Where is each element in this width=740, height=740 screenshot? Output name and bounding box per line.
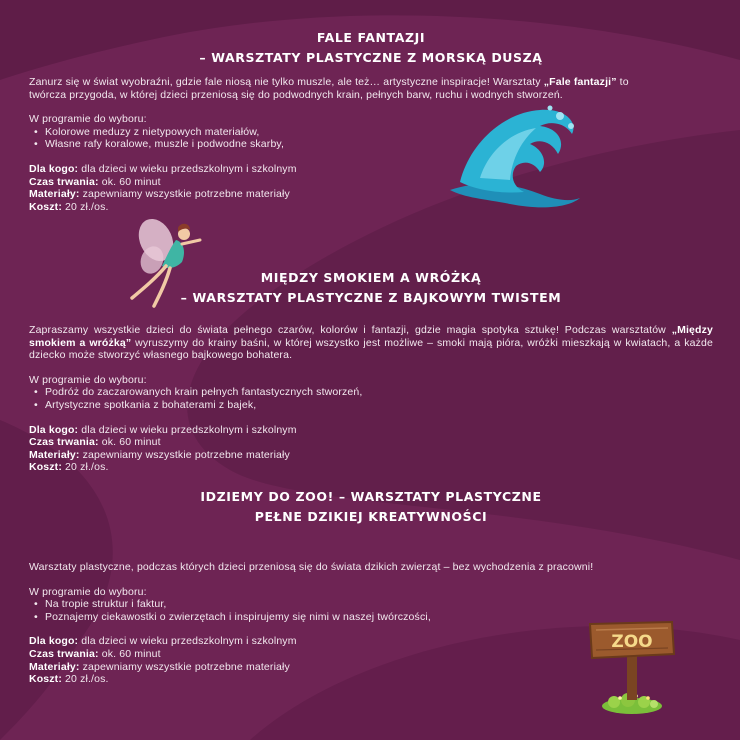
wave-illustration — [440, 102, 580, 210]
list-item: • Na tropie struktur i faktur, — [45, 598, 713, 611]
intro-paragraph: Zapraszamy wszystkie dzieci do świata pełnego czarów, kolorów i fantazji, gdzie magia spotyka sztukę! Podczas warsztatów „Między smokiem a wróżką” wyruszymy do krainy baśni, w której wszystko jest możliwe – smoki mają pióra, wróżki mieszkają w kwiatach, a każde dziecko może stworzyć własnego bajkowego bohatera. — [29, 324, 713, 362]
section-fale-fantazji — [29, 28, 713, 213]
info-cost: Koszt: 20 zł./os. — [29, 673, 109, 686]
intro-paragraph: Zanurz się w świat wyobraźni, gdzie fale niosą nie tylko muszle, ale też… artystyczne inspiracje! Warsztaty „Fale fantazji” to twórcza przygoda, w której dzieci przeniosą się do podwodnych krain, pełnych barw, ruchu i wodnych stworzeń. — [29, 76, 629, 101]
info-duration: Czas trwania: ok. 60 minut — [29, 175, 161, 188]
list-item: • Poznajemy ciekawostki o zwierzętach i inspirujemy się nimi w naszej twórczości, — [45, 611, 713, 624]
program-list — [29, 126, 713, 151]
section-title — [29, 268, 713, 308]
info-materials: Materiały: zapewniamy wszystkie potrzebne materiały — [29, 448, 290, 461]
section-miedzy-smokiem — [29, 268, 713, 474]
title-line-1: IDZIEMY DO ZOO! – WARSZTATY PLASTYCZNE — [200, 489, 542, 504]
info-cost: Koszt: 20 zł./os. — [29, 200, 109, 213]
intro-paragraph: Warsztaty plastyczne, podczas których dzieci przeniosą się do świata dzikich zwierząt – bez wychodzenia z pracowni! — [29, 561, 594, 573]
list-item: • Artystyczne spotkania z bohaterami z bajek, — [45, 399, 713, 412]
list-item: • Kolorowe meduzy z nietypowych materiałów, — [45, 126, 713, 139]
program-label: W programie do wyboru: — [29, 113, 147, 126]
info-duration: Czas trwania: ok. 60 minut — [29, 436, 161, 449]
title-line-1: MIĘDZY SMOKIEM A WRÓŻKĄ — [260, 270, 482, 285]
zoo-sign-illustration — [584, 618, 680, 714]
program-label: W programie do wyboru: — [29, 585, 147, 598]
info-duration: Czas trwania: ok. 60 minut — [29, 647, 161, 660]
section-body — [29, 76, 713, 213]
info-audience: Dla kogo: dla dzieci w wieku przedszkolnym i szkolnym — [29, 162, 297, 175]
title-line-2: PEŁNE DZIKIEJ KREATYWNOŚCI — [254, 509, 488, 524]
info-audience: Dla kogo: dla dzieci w wieku przedszkolnym i szkolnym — [29, 635, 297, 648]
zoo-sign-label: ZOO — [611, 632, 653, 652]
section-title — [29, 28, 713, 68]
section-body — [29, 324, 713, 474]
title-line-2: – WARSZTATY PLASTYCZNE Z BAJKOWYM TWISTEM — [180, 290, 562, 305]
list-item: • Własne rafy koralowe, muszle i podwodne skarby, — [45, 138, 713, 151]
section-title — [29, 487, 713, 527]
info-materials: Materiały: zapewniamy wszystkie potrzebne materiały — [29, 188, 290, 201]
program-list — [29, 386, 713, 411]
info-audience: Dla kogo: dla dzieci w wieku przedszkolnym i szkolnym — [29, 423, 297, 436]
program-label: W programie do wyboru: — [29, 373, 147, 386]
title-line-2: – WARSZTATY PLASTYCZNE Z MORSKĄ DUSZĄ — [199, 50, 543, 65]
info-materials: Materiały: zapewniamy wszystkie potrzebne materiały — [29, 660, 290, 673]
list-item: • Podróż do zaczarowanych krain pełnych fantastycznych stworzeń, — [45, 386, 713, 399]
info-cost: Koszt: 20 zł./os. — [29, 461, 109, 474]
title-line-1: FALE FANTAZJI — [316, 30, 426, 45]
